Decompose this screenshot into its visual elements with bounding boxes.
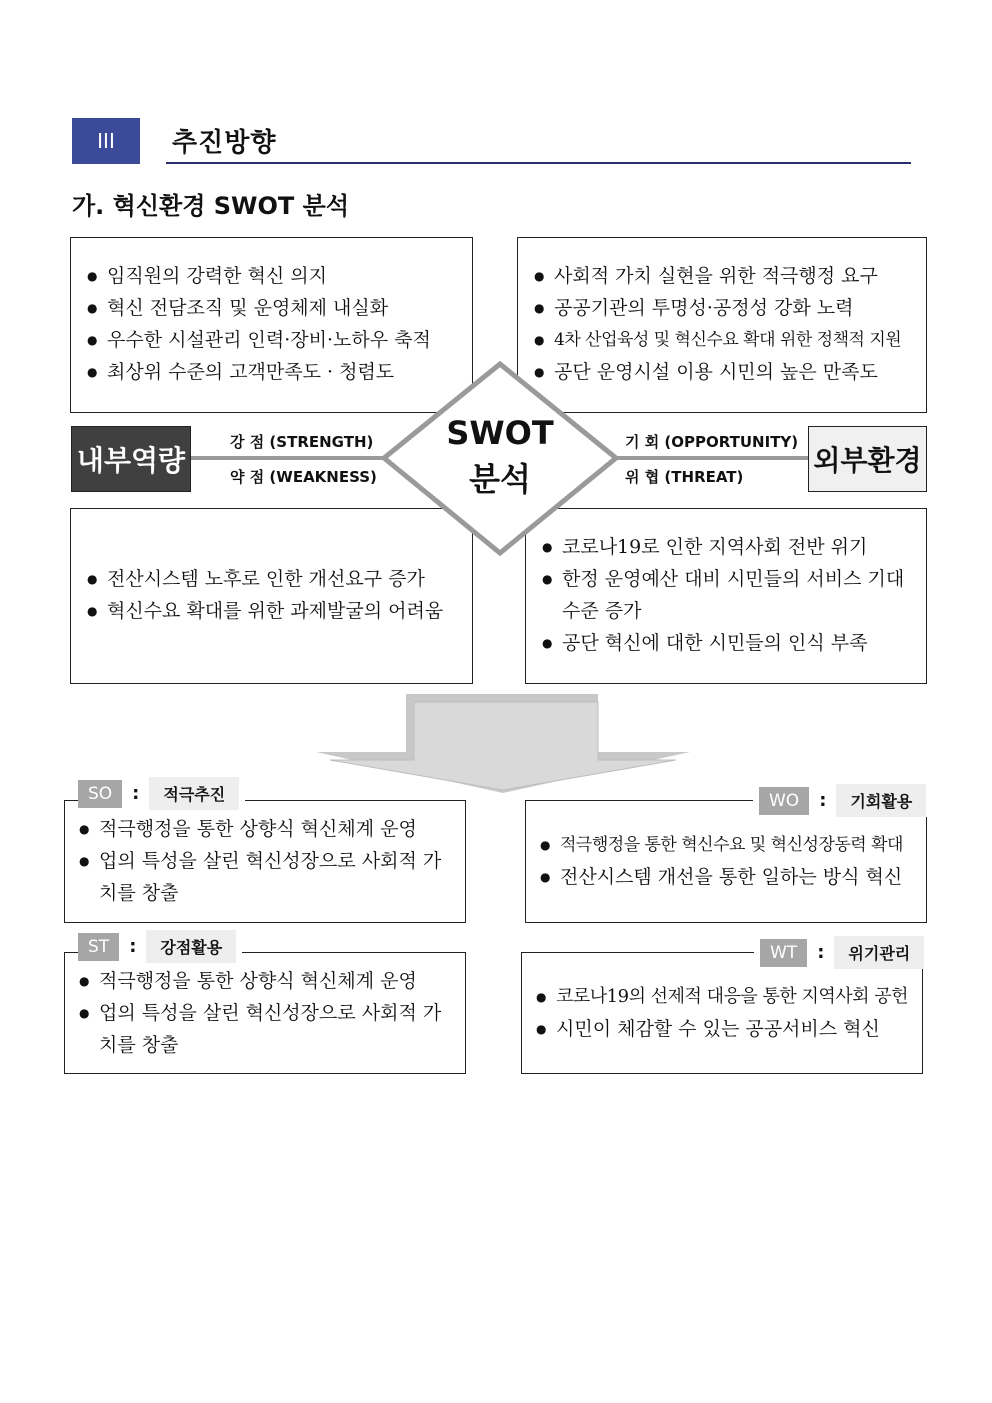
- so-code-badge: SO: [78, 780, 122, 808]
- so-strategy-header: [78, 777, 245, 810]
- list-item: ● 적극행정을 통한 상향식 혁신체계 운영: [73, 965, 457, 997]
- list-item: ● 사회적 가치 실현을 위한 적극행정 요구: [528, 260, 926, 292]
- list-item: ● 한정 운영예산 대비 시민들의 서비스 기대수준 증가: [536, 563, 906, 627]
- wt-strategy-header: [754, 936, 930, 969]
- list-item: ● 업의 특성을 살린 혁신성장으로 사회적 가치를 창출: [73, 845, 457, 909]
- so-strategy-name: 적극추진: [149, 777, 239, 810]
- list-item: ● 전산시스템 노후로 인한 개선요구 증가: [81, 563, 472, 595]
- wt-code-badge: WT: [760, 939, 807, 967]
- list-item: ● 공단 운영시설 이용 시민의 높은 만족도: [528, 356, 926, 388]
- list-item: ● 우수한 시설관리 인력·장비·노하우 축적: [81, 324, 472, 356]
- wo-strategy-header: [753, 784, 932, 817]
- strength-axis-label: 강 점 (STRENGTH): [230, 433, 374, 451]
- internal-capability-label: 내부역량: [71, 426, 191, 492]
- list-item: ● 전산시스템 개선을 통한 일하는 방식 혁신: [534, 861, 920, 893]
- so-strategy-list: [65, 801, 465, 909]
- label-separator: :: [132, 783, 140, 804]
- external-environment-label: 외부환경: [808, 426, 927, 492]
- weakness-axis-label: 약 점 (WEAKNESS): [230, 468, 377, 486]
- st-strategy-box: [64, 952, 466, 1074]
- list-item: ● 적극행정을 통한 혁신수요 및 혁신성장동력 확대: [534, 829, 920, 861]
- section-number-badge: III: [72, 118, 140, 164]
- label-separator: :: [129, 936, 137, 957]
- list-item: ● 코로나19의 선제적 대응을 통한 지역사회 공헌: [530, 981, 916, 1013]
- label-separator: :: [819, 790, 827, 811]
- st-code-badge: ST: [78, 933, 119, 961]
- swot-center-title: [430, 410, 570, 502]
- threat-axis-label: 위 협 (THREAT): [625, 468, 744, 486]
- subsection-title: 가. 혁신환경 SWOT 분석: [72, 192, 350, 220]
- list-item: ● 업의 특성을 살린 혁신성장으로 사회적 가치를 창출: [73, 997, 457, 1061]
- wo-strategy-box: [525, 800, 927, 923]
- wo-strategy-name: 기회활용: [836, 784, 926, 817]
- st-strategy-list: [65, 953, 465, 1061]
- list-item: ● 임직원의 강력한 혁신 의지: [81, 260, 472, 292]
- list-item: ● 시민이 체감할 수 있는 공공서비스 혁신: [530, 1013, 916, 1045]
- list-item: ● 4차 산업육성 및 혁신수요 확대 위한 정책적 지원: [528, 324, 926, 356]
- list-item: ● 최상위 수준의 고객만족도 · 청렴도: [81, 356, 472, 388]
- opportunity-axis-label: 기 회 (OPPORTUNITY): [625, 433, 799, 451]
- list-item: ● 혁신수요 확대를 위한 과제발굴의 어려움: [81, 595, 472, 627]
- list-item: ● 적극행정을 통한 상향식 혁신체계 운영: [73, 813, 457, 845]
- st-strategy-header: [78, 930, 242, 963]
- list-item: ● 혁신 전담조직 및 운영체제 내실화: [81, 292, 472, 324]
- swot-center-line2: 분석: [469, 460, 531, 498]
- list-item: ● 코로나19로 인한 지역사회 전반 위기: [536, 531, 906, 563]
- label-separator: :: [817, 942, 825, 963]
- swot-center-line1: SWOT: [446, 414, 554, 452]
- wo-code-badge: WO: [759, 787, 809, 815]
- wt-strategy-box: [521, 952, 923, 1074]
- down-arrow: [330, 702, 676, 790]
- list-item: ● 공공기관의 투명성·공정성 강화 노력: [528, 292, 926, 324]
- wt-strategy-name: 위기관리: [834, 936, 924, 969]
- so-strategy-box: [64, 800, 466, 923]
- section-title: 추진방향: [172, 128, 277, 158]
- st-strategy-name: 강점활용: [146, 930, 236, 963]
- list-item: ● 공단 혁신에 대한 시민들의 인식 부족: [536, 627, 906, 659]
